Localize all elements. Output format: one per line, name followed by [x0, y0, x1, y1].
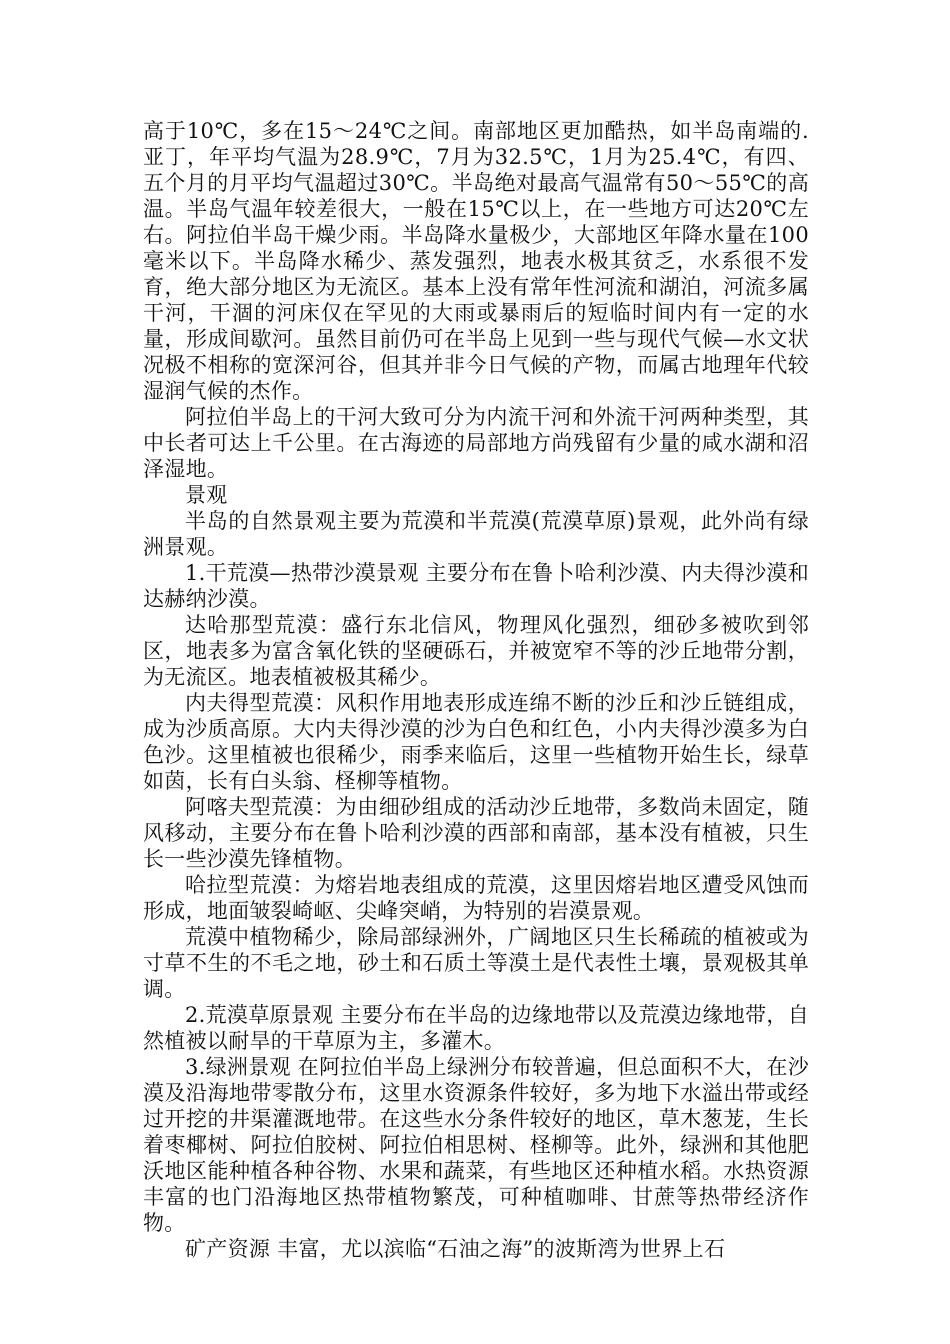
- paragraph-dry-rivers: 阿拉伯半岛上的干河大致可分为内流干河和外流干河两种类型，其中长者可达上千公里。在古海迹的局部地方尚残留有少量的咸水湖和沼泽湿地。: [143, 405, 809, 481]
- paragraph-oasis: 3.绿洲景观 在阿拉伯半岛上绿洲分布较普遍，但总面积不大，在沙漠及沿海地带零散分布，这里水资源条件较好，多为地下水溢出带或经过开挖的井渠灌溉地带。在这些水分条件较好的地区，草木葱茏，生长着枣椰树、阿拉伯胶树、阿拉伯相思树、柽柳等。此外，绿洲和其他肥沃地区能种植各种谷物、水果和蔬菜，有些地区还种植水稻。水热资源丰富的也门沿海地区热带植物繁茂，可种植咖啡、甘蔗等热带经济作物。: [143, 1055, 810, 1235]
- paragraph-ahqaf-desert: 阿喀夫型荒漠：为由细砂组成的活动沙丘地带，多数尚未固定，随风移动，主要分布在鲁卜哈利沙漠的西部和南部，基本没有植被，只生长一些沙漠先锋植物。: [143, 795, 809, 871]
- paragraph-dahana-desert: 达哈那型荒漠：盛行东北信风，物理风化强烈，细砂多被吹到邻区，地表多为富含氧化铁的坚硬砾石，并被宽窄不等的沙丘地带分割，为无流区。地表植被极其稀少。: [143, 613, 809, 689]
- paragraph-desert-vegetation: 荒漠中植物稀少，除局部绿洲外，广阔地区只生长稀疏的植被或为寸草不生的不毛之地，砂土和石质土等漠土是代表性土壤，景观极其单调。: [143, 925, 809, 1001]
- document-page: [143, 118, 809, 1262]
- section-heading-landscape: 景观: [185, 483, 228, 507]
- paragraph-desert-steppe: 2.荒漠草原景观 主要分布在半岛的边缘地带以及荒漠边缘地带，自然植被以耐旱的干草原为主，多灌木。: [143, 1003, 810, 1053]
- paragraph-dry-desert: 1.干荒漠—热带沙漠景观 主要分布在鲁卜哈利沙漠、内夫得沙漠和达赫纳沙漠。: [143, 561, 810, 611]
- paragraph-climate: 高于10℃，多在15～24℃之间。南部地区更加酷热，如半岛南端的.亚丁，年平均气温为28.9℃，7月为32.5℃，1月为25.4℃，有四、五个月的月平均气温超过30℃。半岛绝对最高气温常有50～55℃的高温。半岛气温年较差很大，一般在15℃以上，在一些地方可达20℃左右。阿拉伯半岛干燥少雨。半岛降水量极少，大部地区年降水量在100毫米以下。半岛降水稀少、蒸发强烈，地表水极其贫乏，水系很不发育，绝大部分地区为无流区。基本上没有常年性河流和湖泊，河流多属干河，干涸的河床仅在罕见的大雨或暴雨后的短临时间内有一定的水量，形成间歇河。虽然目前仍可在半岛上见到一些与现代气候—水文状况极不相称的宽深河谷，但其并非今日气候的产物，而属古地理年代较湿润气候的杰作。: [143, 119, 809, 403]
- paragraph-landscape-intro: 半岛的自然景观主要为荒漠和半荒漠(荒漠草原)景观，此外尚有绿洲景观。: [143, 509, 809, 559]
- paragraph-harrat-desert: 哈拉型荒漠：为熔岩地表组成的荒漠，这里因熔岩地区遭受风蚀而形成，地面皱裂崎岖、尖峰突峭，为特别的岩漠景观。: [143, 873, 809, 923]
- paragraph-nafud-desert: 内夫得型荒漠：风积作用地表形成连绵不断的沙丘和沙丘链组成，成为沙质高原。大内夫得沙漠的沙为白色和红色，小内夫得沙漠多为白色沙。这里植被也很稀少，雨季来临后，这里一些植物开始生长，绿草如茵，长有白头翁、柽柳等植物。: [143, 691, 809, 793]
- paragraph-mineral-resources: 矿产资源 丰富，尤以滨临“石油之海”的波斯湾为世界上石: [185, 1237, 726, 1261]
